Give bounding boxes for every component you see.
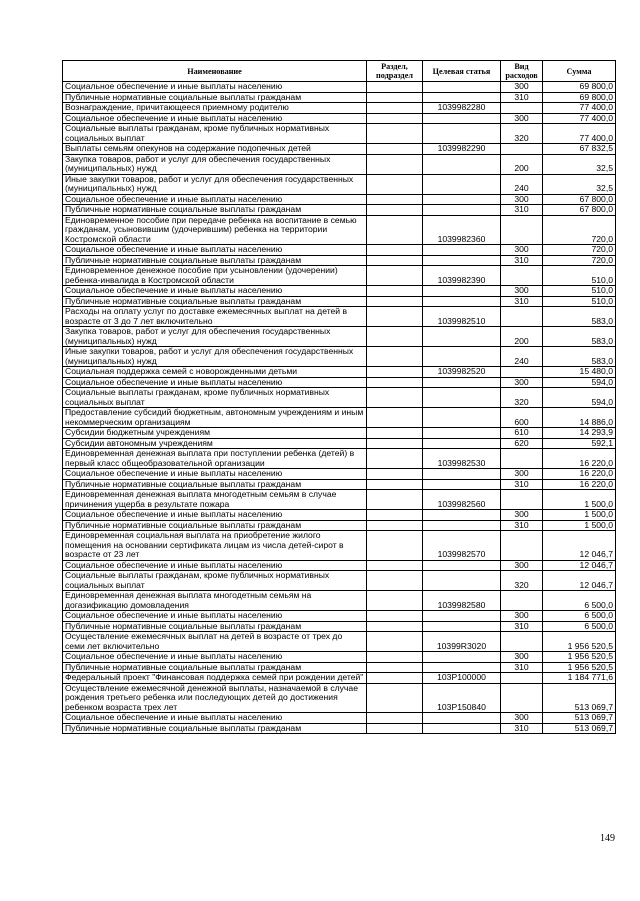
row-section [367,113,423,124]
row-kind: 300 [501,377,543,388]
row-kind: 320 [501,571,543,591]
table-row [63,367,616,378]
row-name: Публичные нормативные социальные выплаты гражданам [63,255,367,266]
row-kind: 310 [501,662,543,673]
row-target [423,428,501,439]
header-row [63,61,616,82]
row-sum: 12 046,7 [543,531,616,561]
row-kind: 310 [501,255,543,266]
row-target [423,255,501,266]
table-row [63,103,616,114]
row-target [423,194,501,205]
row-name: Закупка товаров, работ и услуг для обеспечения государственных (муниципальных) нужд [63,327,367,347]
row-section [367,428,423,439]
row-sum: 77 400,0 [543,103,616,114]
table-row [63,621,616,632]
row-section [367,490,423,510]
row-sum: 12 046,7 [543,571,616,591]
row-section [367,408,423,428]
row-sum: 720,0 [543,255,616,266]
row-kind: 300 [501,113,543,124]
row-target [423,723,501,734]
row-name: Субсидии автономным учреждениям [63,438,367,449]
row-name: Социальное обеспечение и иные выплаты населению [63,611,367,622]
table-row [63,560,616,571]
table-row [63,215,616,245]
row-target: 1039982530 [423,449,501,469]
row-sum: 14 886,0 [543,408,616,428]
row-name: Социальные выплаты гражданам, кроме публичных нормативных социальных выплат [63,571,367,591]
row-sum: 720,0 [543,245,616,256]
row-name: Единовременное денежное пособие при усыновлении (удочерении) ребенка-инвалида в Костромской области [63,266,367,286]
row-target [423,113,501,124]
table-row [63,683,616,713]
row-target [423,174,501,194]
row-name: Публичные нормативные социальные выплаты гражданам [63,296,367,307]
row-sum: 594,0 [543,377,616,388]
table-row [63,307,616,327]
row-name: Социальное обеспечение и иные выплаты населению [63,713,367,724]
row-kind: 310 [501,296,543,307]
row-kind: 300 [501,286,543,297]
table-row [63,255,616,266]
row-section [367,377,423,388]
table-row [63,531,616,561]
row-kind: 240 [501,347,543,367]
row-section [367,469,423,480]
row-sum: 6 500,0 [543,621,616,632]
row-section [367,327,423,347]
row-sum: 67 800,0 [543,205,616,216]
row-section [367,673,423,684]
row-sum: 583,0 [543,307,616,327]
row-target [423,520,501,531]
row-kind: 610 [501,428,543,439]
row-name: Социальное обеспечение и иные выплаты населению [63,377,367,388]
row-section [367,174,423,194]
table-row [63,388,616,408]
row-name: Социальное обеспечение и иные выплаты населению [63,194,367,205]
row-kind: 300 [501,560,543,571]
row-section [367,621,423,632]
row-sum: 1 956 520,5 [543,652,616,663]
row-sum: 513 069,7 [543,713,616,724]
table-row [63,611,616,622]
row-name: Публичные нормативные социальные выплаты гражданам [63,662,367,673]
row-target: 1039982280 [423,103,501,114]
row-kind [501,591,543,611]
row-name: Осуществление ежемесячной денежной выплаты, назначаемой в случае рождения третьего ребенка или последующих детей до достижения ребенком возраста трех лет [63,683,367,713]
row-target [423,510,501,521]
row-sum: 1 956 520,5 [543,662,616,673]
row-target [423,205,501,216]
row-name: Публичные нормативные социальные выплаты гражданам [63,723,367,734]
row-target [423,479,501,490]
row-sum: 1 956 520,5 [543,632,616,652]
row-section [367,662,423,673]
table-row [63,428,616,439]
table-row [63,408,616,428]
table-row [63,124,616,144]
row-sum: 14 293,9 [543,428,616,439]
table-row [63,205,616,216]
row-sum: 1 500,0 [543,490,616,510]
row-kind: 300 [501,245,543,256]
row-sum: 1 500,0 [543,520,616,531]
table-row [63,652,616,663]
row-kind: 310 [501,621,543,632]
row-target: 1039982580 [423,591,501,611]
table-row [63,479,616,490]
row-section [367,632,423,652]
table-row [63,673,616,684]
row-section [367,347,423,367]
row-kind: 600 [501,408,543,428]
row-kind [501,103,543,114]
row-name: Социальное обеспечение и иные выплаты населению [63,82,367,93]
row-kind: 310 [501,520,543,531]
row-name: Публичные нормативные социальные выплаты гражданам [63,92,367,103]
row-kind: 310 [501,723,543,734]
row-section [367,124,423,144]
row-sum: 67 832,5 [543,144,616,155]
row-kind: 320 [501,388,543,408]
row-kind [501,307,543,327]
row-sum: 77 400,0 [543,113,616,124]
row-kind: 310 [501,92,543,103]
row-target [423,571,501,591]
row-kind: 300 [501,611,543,622]
row-target [423,245,501,256]
row-kind [501,144,543,155]
row-sum: 513 069,7 [543,723,616,734]
table-row [63,286,616,297]
row-kind: 320 [501,124,543,144]
row-name: Единовременная денежная выплата многодетным семьям на догазификацию домовладения [63,591,367,611]
row-name: Социальное обеспечение и иные выплаты населению [63,286,367,297]
row-section [367,571,423,591]
row-section [367,92,423,103]
table-row [63,438,616,449]
row-kind [501,490,543,510]
row-section [367,266,423,286]
header-section: Раздел, подраздел [367,61,423,82]
row-name: Расходы на оплату услуг по доставке ежемесячных выплат на детей в возрасте от 3 до 7 лет включительно [63,307,367,327]
row-section [367,531,423,561]
row-target [423,124,501,144]
table-row [63,174,616,194]
row-target [423,713,501,724]
table-row [63,327,616,347]
table-row [63,82,616,93]
row-name: Предоставление субсидий бюджетным, автономным учреждениям и иным некоммерческим организациям [63,408,367,428]
row-kind: 200 [501,327,543,347]
row-kind: 300 [501,652,543,663]
row-sum: 594,0 [543,388,616,408]
row-sum: 6 500,0 [543,591,616,611]
row-target: 1039982290 [423,144,501,155]
row-target [423,92,501,103]
row-target: 10399R3020 [423,632,501,652]
row-sum: 69 800,0 [543,92,616,103]
row-target [423,286,501,297]
row-kind: 200 [501,154,543,174]
row-name: Единовременная денежная выплата при поступлении ребенка (детей) в первый класс общеобразовательной организации [63,449,367,469]
row-section [367,652,423,663]
row-section [367,296,423,307]
row-section [367,82,423,93]
row-sum: 583,0 [543,347,616,367]
header-kind: Вид расходов [501,61,543,82]
row-sum: 510,0 [543,286,616,297]
table-row [63,266,616,286]
row-name: Социальное обеспечение и иные выплаты населению [63,510,367,521]
row-target [423,662,501,673]
table-row [63,571,616,591]
row-kind: 620 [501,438,543,449]
table-row [63,469,616,480]
row-section [367,438,423,449]
row-section [367,479,423,490]
row-name: Социальное обеспечение и иные выплаты населению [63,560,367,571]
row-name: Осуществление ежемесячных выплат на детей в возрасте от трех до семи лет включительно [63,632,367,652]
row-section [367,520,423,531]
table-row [63,113,616,124]
table-row [63,296,616,307]
row-name: Единовременное пособие при передаче ребенка на воспитание в семью гражданам, усыновившим (удочерившим) ребенка на территории Костромской области [63,215,367,245]
row-name: Публичные нормативные социальные выплаты гражданам [63,520,367,531]
row-kind: 300 [501,713,543,724]
row-name: Иные закупки товаров, работ и услуг для обеспечения государственных (муниципальных) нужд [63,174,367,194]
row-section [367,560,423,571]
table-body [63,82,616,734]
table-row [63,723,616,734]
row-section [367,215,423,245]
row-target [423,621,501,632]
row-sum: 15 480,0 [543,367,616,378]
row-sum: 12 046,7 [543,560,616,571]
row-name: Выплаты семьям опекунов на содержание подопечных детей [63,144,367,155]
row-kind [501,215,543,245]
row-target [423,327,501,347]
row-section [367,683,423,713]
row-section [367,307,423,327]
row-sum: 583,0 [543,327,616,347]
row-section [367,286,423,297]
table-row [63,194,616,205]
row-name: Федеральный проект "Финансовая поддержка семей при рождении детей" [63,673,367,684]
row-name: Публичные нормативные социальные выплаты гражданам [63,479,367,490]
row-section [367,144,423,155]
table-row [63,662,616,673]
row-target [423,652,501,663]
row-target: 103P150840 [423,683,501,713]
row-target: 1039982510 [423,307,501,327]
row-name: Социальное обеспечение и иные выплаты населению [63,113,367,124]
row-sum: 77 400,0 [543,124,616,144]
row-sum: 16 220,0 [543,479,616,490]
row-sum: 510,0 [543,296,616,307]
row-name: Публичные нормативные социальные выплаты гражданам [63,205,367,216]
table-row [63,510,616,521]
row-target: 1039982570 [423,531,501,561]
row-kind [501,266,543,286]
row-kind: 300 [501,194,543,205]
row-kind [501,632,543,652]
table-row [63,713,616,724]
row-name: Закупка товаров, работ и услуг для обеспечения государственных (муниципальных) нужд [63,154,367,174]
row-target [423,469,501,480]
row-name: Социальная поддержка семей с новорожденными детьми [63,367,367,378]
row-target [423,296,501,307]
row-target [423,82,501,93]
row-kind [501,367,543,378]
row-sum: 720,0 [543,215,616,245]
row-section [367,194,423,205]
row-kind: 300 [501,82,543,93]
table-row [63,490,616,510]
row-target: 103P100000 [423,673,501,684]
budget-table [62,60,616,734]
row-kind [501,683,543,713]
row-sum: 510,0 [543,266,616,286]
row-sum: 6 500,0 [543,611,616,622]
table-row [63,449,616,469]
row-section [367,367,423,378]
row-sum: 16 220,0 [543,449,616,469]
row-sum: 32,5 [543,174,616,194]
row-kind: 300 [501,469,543,480]
row-target [423,611,501,622]
row-target [423,438,501,449]
row-sum: 592,1 [543,438,616,449]
row-kind: 240 [501,174,543,194]
row-section [367,713,423,724]
row-name: Единовременная денежная выплата многодетным семьям в случае причинения ущерба в результате пожара [63,490,367,510]
table-row [63,144,616,155]
row-section [367,255,423,266]
row-target: 1039982390 [423,266,501,286]
row-name: Единовременная социальная выплата на приобретение жилого помещения на основании сертификата лицам из числа детей-сирот в возрасте от 23 лет [63,531,367,561]
row-target [423,377,501,388]
table-row [63,520,616,531]
row-sum: 67 800,0 [543,194,616,205]
row-target [423,408,501,428]
header-name: Наименование [63,61,367,82]
row-target: 1039982520 [423,367,501,378]
row-section [367,245,423,256]
row-name: Социальные выплаты гражданам, кроме публичных нормативных социальных выплат [63,388,367,408]
row-section [367,449,423,469]
row-name: Вознаграждение, причитающееся приемному родителю [63,103,367,114]
table-row [63,245,616,256]
table-row [63,154,616,174]
row-name: Социальные выплаты гражданам, кроме публичных нормативных социальных выплат [63,124,367,144]
row-kind: 310 [501,479,543,490]
row-name: Субсидии бюджетным учреждениям [63,428,367,439]
row-target [423,154,501,174]
header-sum: Сумма [543,61,616,82]
row-section [367,510,423,521]
row-kind: 300 [501,510,543,521]
row-section [367,388,423,408]
row-kind: 310 [501,205,543,216]
row-sum: 69 800,0 [543,82,616,93]
row-name: Социальное обеспечение и иные выплаты населению [63,245,367,256]
row-name: Социальное обеспечение и иные выплаты населению [63,652,367,663]
row-section [367,205,423,216]
table-row [63,632,616,652]
row-name: Публичные нормативные социальные выплаты гражданам [63,621,367,632]
row-section [367,723,423,734]
header-target: Целевая статья [423,61,501,82]
row-target [423,560,501,571]
row-sum: 16 220,0 [543,469,616,480]
row-name: Иные закупки товаров, работ и услуг для обеспечения государственных (муниципальных) нужд [63,347,367,367]
row-target [423,388,501,408]
row-kind [501,449,543,469]
row-section [367,611,423,622]
row-target [423,347,501,367]
row-target: 1039982360 [423,215,501,245]
row-sum: 1 184 771,6 [543,673,616,684]
table-row [63,92,616,103]
row-kind [501,673,543,684]
row-section [367,154,423,174]
row-sum: 1 500,0 [543,510,616,521]
row-name: Социальное обеспечение и иные выплаты населению [63,469,367,480]
table-row [63,591,616,611]
page-number: 149 [600,833,615,844]
row-sum: 32,5 [543,154,616,174]
row-section [367,103,423,114]
row-sum: 513 069,7 [543,683,616,713]
table-row [63,377,616,388]
row-kind [501,531,543,561]
row-section [367,591,423,611]
table-row [63,347,616,367]
row-target: 1039982560 [423,490,501,510]
